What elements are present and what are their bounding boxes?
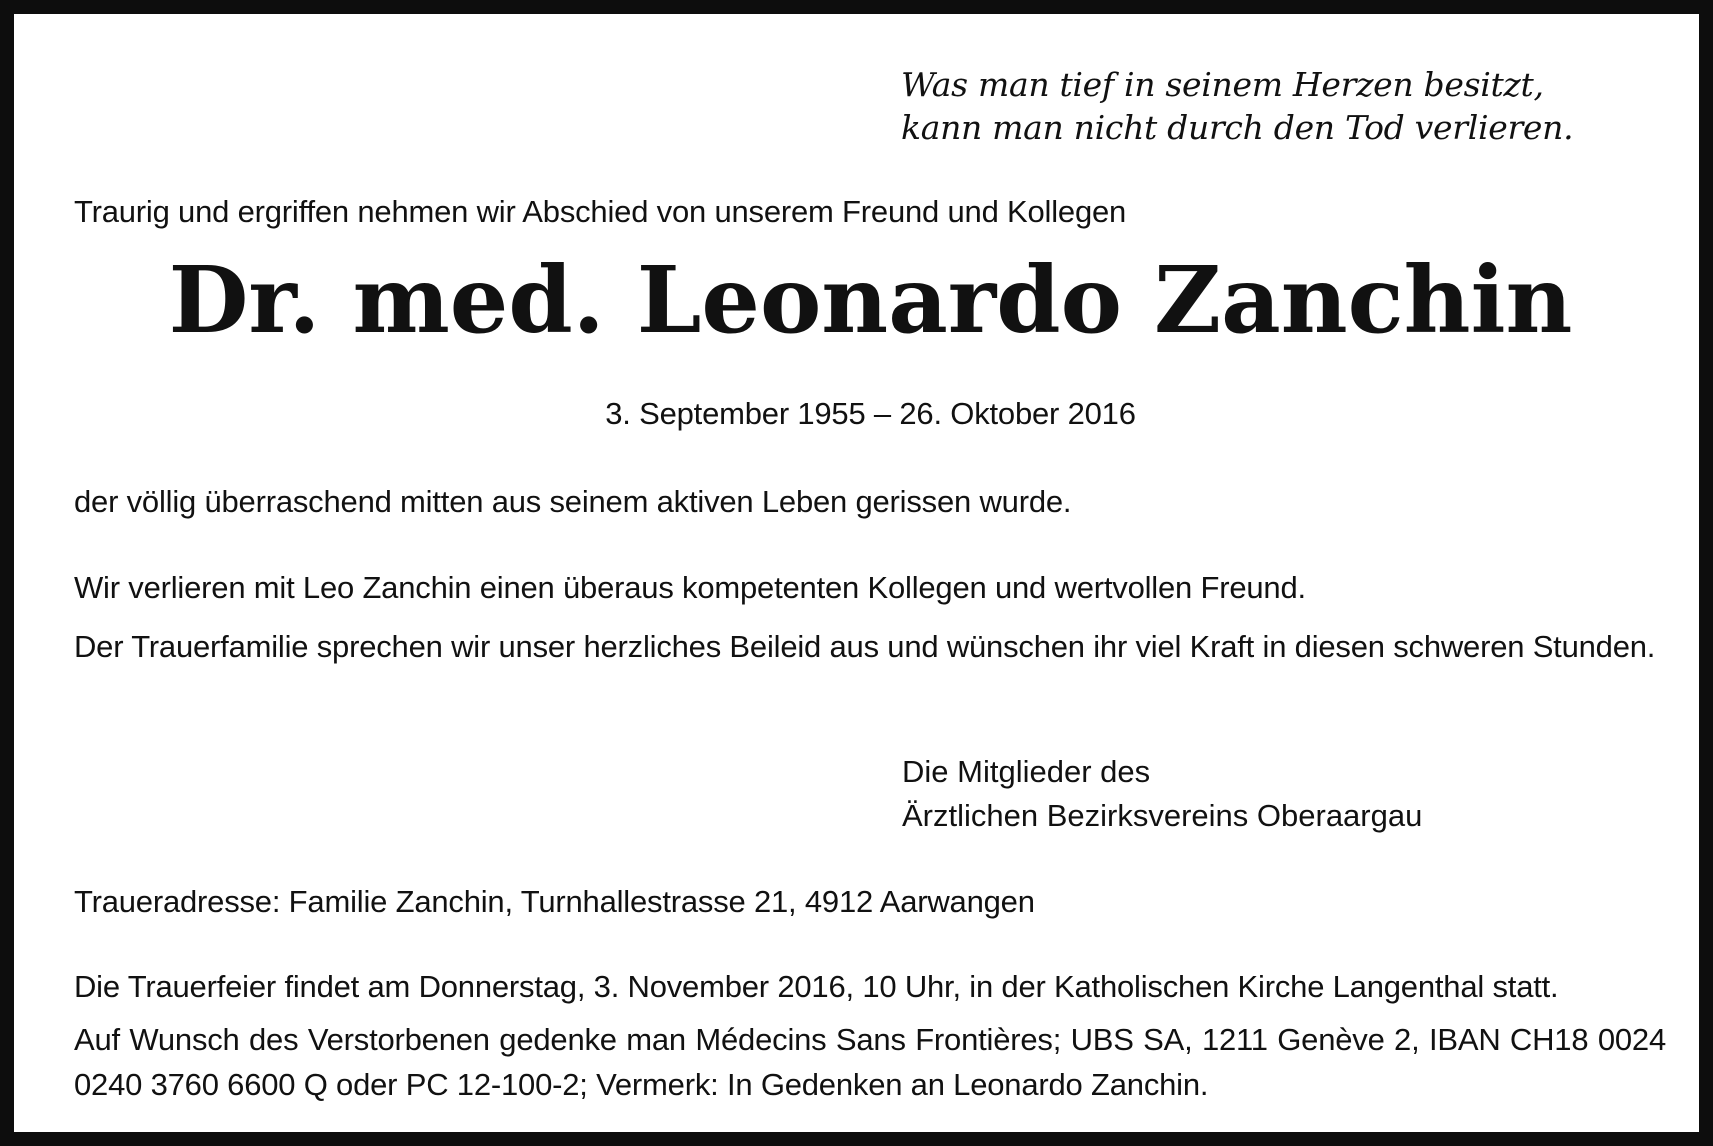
mourning-address: Traueradresse: Familie Zanchin, Turnhallestrasse 21, 4912 Aarwangen [74,884,1035,919]
paragraph-condolence: Der Trauerfamilie sprechen wir unser herzliches Beileid aus und wünschen ihr viel Kraft in diesen schweren Stunden. [74,629,1656,664]
donation-note: Auf Wunsch des Verstorbenen gedenke man Médecins Sans Frontières; UBS SA, 1211 Genève 2, IBAN CH18 0024 0240 3760 6600 Q oder PC 12-100-2; Vermerk: In Gedenken an Leonardo Zanchin. [74,1022,1666,1102]
quote-line-2: kann man nicht durch den Tod verlieren. [901,108,1574,147]
deceased-name: Dr. med. Leonardo Zanchin [168,246,1573,354]
life-dates: 3. September 1955 – 26. Oktober 2016 [605,396,1136,431]
signature-line-2: Ärztlichen Bezirksvereins Oberaargau [902,798,1423,833]
paragraph-sudden-death: der völlig überraschend mitten aus seinem aktiven Leben gerissen wurde. [74,484,1072,519]
signature-line-1: Die Mitglieder des [902,754,1151,789]
paragraph-colleague: Wir verlieren mit Leo Zanchin einen überaus kompetenten Kollegen und wertvollen Freund. [74,570,1306,605]
intro-text: Traurig und ergriffen nehmen wir Abschied von unserem Freund und Kollegen [74,194,1127,229]
funeral-ceremony: Die Trauerfeier findet am Donnerstag, 3. November 2016, 10 Uhr, in der Katholischen Kirche Langenthal statt. [74,969,1559,1004]
quote-line-1: Was man tief in seinem Herzen besitzt, [901,65,1544,104]
